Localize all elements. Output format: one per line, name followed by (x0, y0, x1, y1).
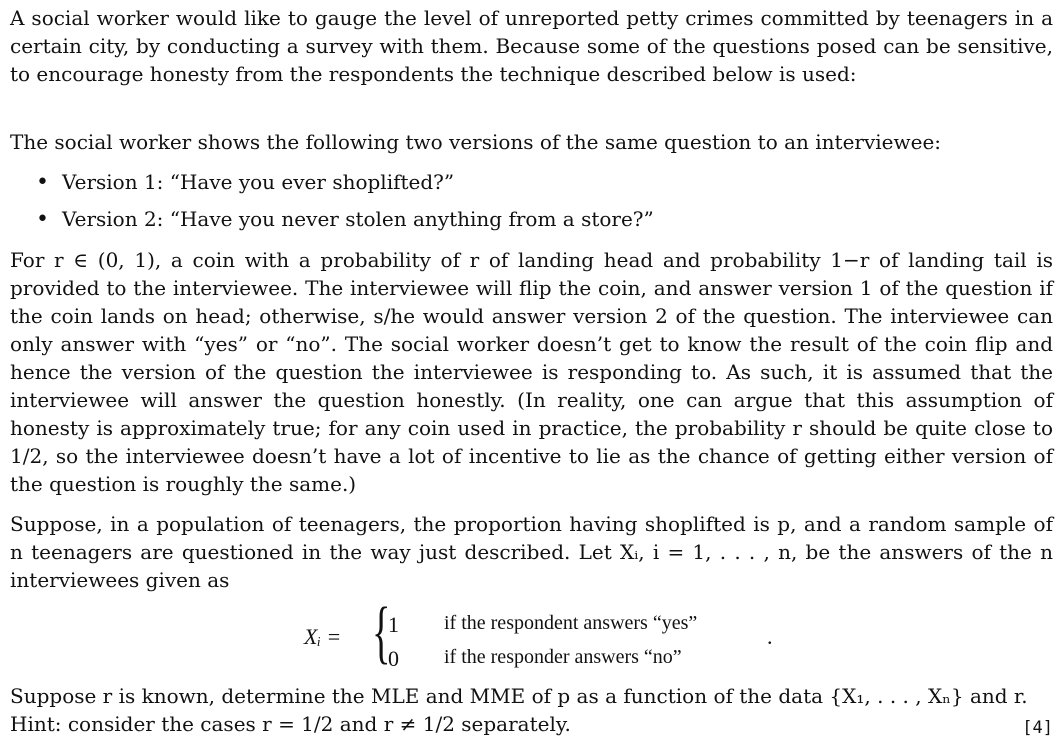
case-no-value: 0 (388, 646, 399, 671)
piecewise-definition (10, 594, 1053, 674)
versions-list (10, 164, 1053, 238)
question-line: Suppose r is known, determine the MLE and MME of p as a function of the data {X₁, . . . , Xₙ} and r. (10, 684, 1028, 708)
case-yes-value: 1 (388, 612, 399, 637)
case-yes-condition: if the respondent answers “yes” (444, 612, 698, 634)
piecewise-period: . (767, 624, 773, 649)
sample-paragraph: Suppose, in a population of teenagers, the proportion having shoplifted is p, and a random sample of n teenagers are questioned in the way just described. Let Xᵢ, i = 1, . . . , n, be the answers of the n interviewees given as (10, 512, 1053, 592)
coin-paragraph: For r ∈ (0, 1), a coin with a probability of r of landing head and probability 1−r of landing tail is provided to the interviewee. The interviewee will flip the coin, and answer version 1 of the question if the coin lands on head; otherwise, s/he would answer version 2 of the question. The interviewee can only answer with “yes” or “no”. The social worker doesn’t get to know the result of the coin flip and hence the version of the question the interviewee is responding to. As such, it is assumed that the interviewee will answer the question honestly. (In reality, one can argue that this assumption of honesty is approximately true; for any coin used in practice, the probability r should be quite close to 1/2, so the interviewee doesn’t have a lot of incentive to lie as the chance of getting either version of the question is roughly the same.) (10, 248, 1053, 496)
hint-line: Hint: consider the cases r = 1/2 and r ≠ 1/2 separately. (10, 712, 571, 736)
marks-badge: [4] (1022, 718, 1053, 738)
version-1-item: • Version 1: “Have you ever shoplifted?” (36, 164, 1053, 201)
intro-paragraph: A social worker would like to gauge the level of unreported petty crimes committed by teenagers in a certain city, by conducting a survey with them. Because some of the questions posed can be sensitive, to encourage honesty from the respondents the technique described below is used: (10, 6, 1053, 86)
piecewise-lhs: Xᵢ = (304, 624, 342, 649)
version-2-item: • Version 2: “Have you never stolen anything from a store?” (36, 201, 1053, 238)
versions-lead-in: The social worker shows the following two versions of the same question to an interviewee: (10, 130, 942, 154)
left-brace-icon: { (372, 594, 391, 671)
question-block (10, 682, 1053, 738)
case-no-condition: if the responder answers “no” (444, 646, 682, 668)
